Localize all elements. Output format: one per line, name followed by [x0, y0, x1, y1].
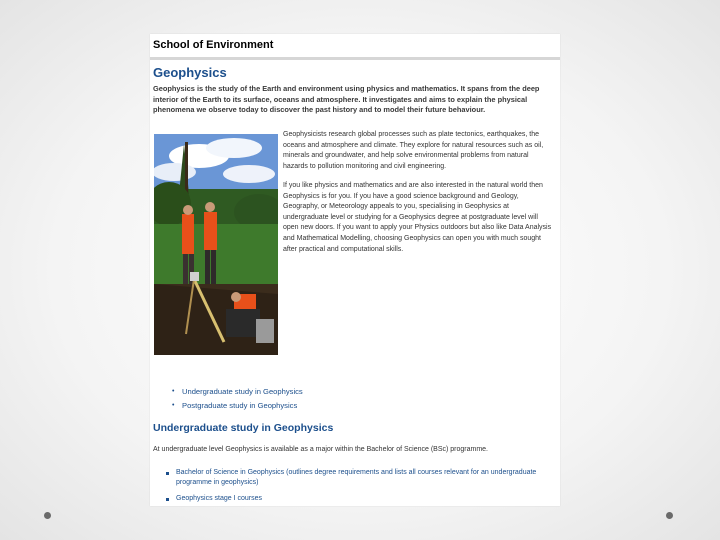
- school-title: School of Environment: [153, 39, 274, 51]
- stage-one-courses-link[interactable]: [166, 494, 556, 504]
- bullet-icon: •: [172, 402, 175, 409]
- section-text: At undergraduate level Geophysics is available as a major within the Bachelor of Science (BSc) programme.: [153, 446, 488, 453]
- bsc-geophysics-link[interactable]: [166, 468, 556, 488]
- bullet-icon: •: [172, 388, 175, 395]
- webpage-screenshot: [150, 34, 560, 506]
- postgraduate-link[interactable]: [172, 399, 303, 413]
- link-label: Undergraduate study in Geophysics: [182, 387, 303, 396]
- page-title: Geophysics: [153, 65, 227, 80]
- header-rule: [150, 57, 560, 60]
- undergraduate-link[interactable]: [172, 385, 303, 399]
- slide-dot-right: [666, 512, 673, 519]
- section-list: [166, 468, 556, 504]
- intro-text: Geophysics is the study of the Earth and environment using physics and mathematics. It spans from the deep interior of the Earth to its surface, oceans and atmosphere. It investigates and aims to explain the physical phenomena we observe today to discover the past history and to model their future behaviour.: [153, 84, 540, 114]
- study-paragraph: If you like physics and mathematics and are also interested in the natural world then Geophysics is for you. If you have a good science background and Geology, Geography, or Meteorology appeals to you, specialising in Geophysics at undergraduate level or studying for a Geophysics degree at postgraduate level will open new doors. If you want to apply your Physics outdoors but also like Data Analysis and Mathematical Modelling, choosing Geophysics can open you with much sought after practical and computational skills.: [283, 182, 552, 253]
- square-bullet-icon: [166, 498, 169, 501]
- study-links: [172, 385, 303, 413]
- list-item-label: Geophysics stage I courses: [176, 495, 262, 502]
- geophysics-field-photo: [154, 134, 278, 355]
- square-bullet-icon: [166, 472, 169, 475]
- research-paragraph: Geophysicists research global processes such as plate tectonics, earthquakes, the oceans and atmosphere and climate. They explore for natural resources such as oil, minerals and groundwater, and help solve environmental problems from natural hazards to pollution monitoring and civil engineering.: [283, 131, 544, 170]
- list-item-label: Bachelor of Science in Geophysics (outlines degree requirements and lists all courses relevant for an undergraduate programme in geophysics): [176, 469, 537, 486]
- slide-dot-left: [44, 512, 51, 519]
- section-heading: Undergraduate study in Geophysics: [153, 422, 334, 434]
- link-label: Postgraduate study in Geophysics: [182, 401, 298, 410]
